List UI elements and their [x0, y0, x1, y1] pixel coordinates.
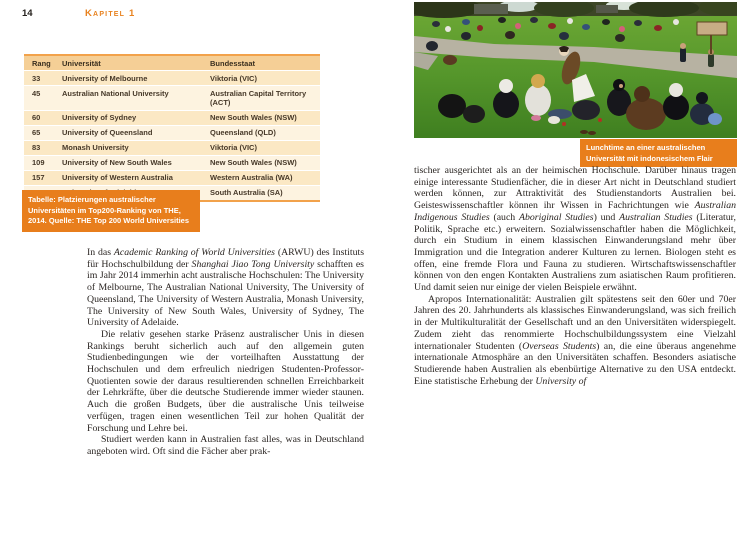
table-row: 65 University of Queensland Queensland (QLD): [24, 126, 320, 141]
column-header-universitaet: Universität: [62, 58, 101, 68]
table-row: 60 University of Sydney New South Wales (NSW): [24, 111, 320, 126]
table-row: 33 University of Melbourne Viktoria (VIC): [24, 71, 320, 86]
photo-caption: Lunchtime an einer australischen Universität mit indonesischem Flair: [580, 139, 737, 167]
body-paragraph: tischer ausgerichtet als an der heimischen Hochschule. Darüber hinaus tragen einige interessante Studienfächer, die in dieser Art nicht in Deutschland studiert werden können, zur Attraktivität des Studienstandorts Australien bei. Geisteswissenschaftler können ihr Wissen in Fachrichtungen wie Australian Indigenous Studies (auch Aboriginal Studies) und Australian Studies (Literatur, Politik, Sprache etc.) erweitern. Sozialwissenschaftler haben die Möglichkeit, durch ein Studium in einem klassischen Einwanderungsland mehr über Immigration und die Integration anderer Kulturen zu lernen. Biologen steht es offen, eine fremde Flora und Fauna zu studieren. Wirtschaftswissenschaftler können von den engen Kontakten Australiens zum asiatischen Raum profitieren. Und damit seien nur einige der vielen Beispiele erwähnt.: [414, 165, 736, 294]
table-row: South Australia (SA): [24, 186, 320, 200]
right-text-column: [414, 165, 736, 387]
photo-trees: [414, 2, 737, 18]
table-row: 157 University of Western Australia Western Australia (WA): [24, 171, 320, 186]
left-text-column: [87, 247, 364, 458]
table-header-row: [24, 56, 320, 71]
table-row: 45 Australian National University Australian Capital Territory (ACT): [24, 86, 320, 111]
chapter-header: Kapitel 1: [85, 8, 136, 19]
table-row: 83 Monash University Viktoria (VIC): [24, 141, 320, 156]
page-number: 14: [22, 8, 33, 19]
table-row: 109 University of New South Wales New South Wales (NSW): [24, 156, 320, 171]
campus-lawn-photo: [414, 2, 737, 138]
body-paragraph: Studiert werden kann in Australien fast alles, was in Deutschland angeboten wird. Oft sind die Fächer aber prak-: [87, 434, 364, 457]
university-ranking-table: [24, 54, 320, 202]
campus-photo-illustration: [414, 2, 737, 138]
table-caption: Tabelle: Platzierungen australischer Universitäten im Top200-Ranking von THE, 2014. Quelle: THE Top 200 World Universities: [22, 190, 200, 232]
column-header-bundesstaat: Bundesstaat: [210, 58, 256, 68]
body-paragraph: In das Academic Ranking of World Universities (ARWU) des Instituts für Hochschulbildung der Shanghai Jiao Tong University schafften es im Jahr 2014 immerhin acht australische Hochschulen: The University of Melbourne, The Australian National University, The University of Queensland, The University of Western Australia, Monash University, The University of New South Wales, University of Sydney, The University of Adelaide.: [87, 247, 365, 329]
body-paragraph: Apropos Internationalität: Australien gilt spätestens seit den 60er und 70er Jahren des 20. Jahrhunderts als klassisches Einwanderungsland, was sich freilich in der Multikulturalität der Gesellschaft und an den Universitäten widerspiegelt. Zudem zieht das renommierte Hochschulbildungssystem eine Vielzahl internationaler Studenten (Overseas Students) an, die eine überaus angenehme internationale Atmosphäre an den Universitäten schaffen. Besonders asiatische Studierende haben Australien als ebenbürtige Alternative zu den USA entdeckt. Eine statistische Erhebung der University of: [414, 293, 736, 387]
column-header-rang: Rang: [32, 58, 51, 68]
body-paragraph: Die relativ gesehen starke Präsenz australischer Unis in diesen Rankings beruht sicherlich auch auf den allgemein guten Studienbedingungen wie der vorteilhaften Ausstattung der Hochschulen und dem erfreulich niedrigen Studenten-Professor-Quotienten sowie der daraus resultierenden schnellen Erreichbarkeit der Lehrkräfte, über die deutsche Studierende immer wieder staunen. Auch die großen Budgets, über die australische Unis teilweise verfügen, tragen einen wesentlichen Teil zur hohen Qualität der Forschung und Lehre bei.: [87, 328, 364, 434]
